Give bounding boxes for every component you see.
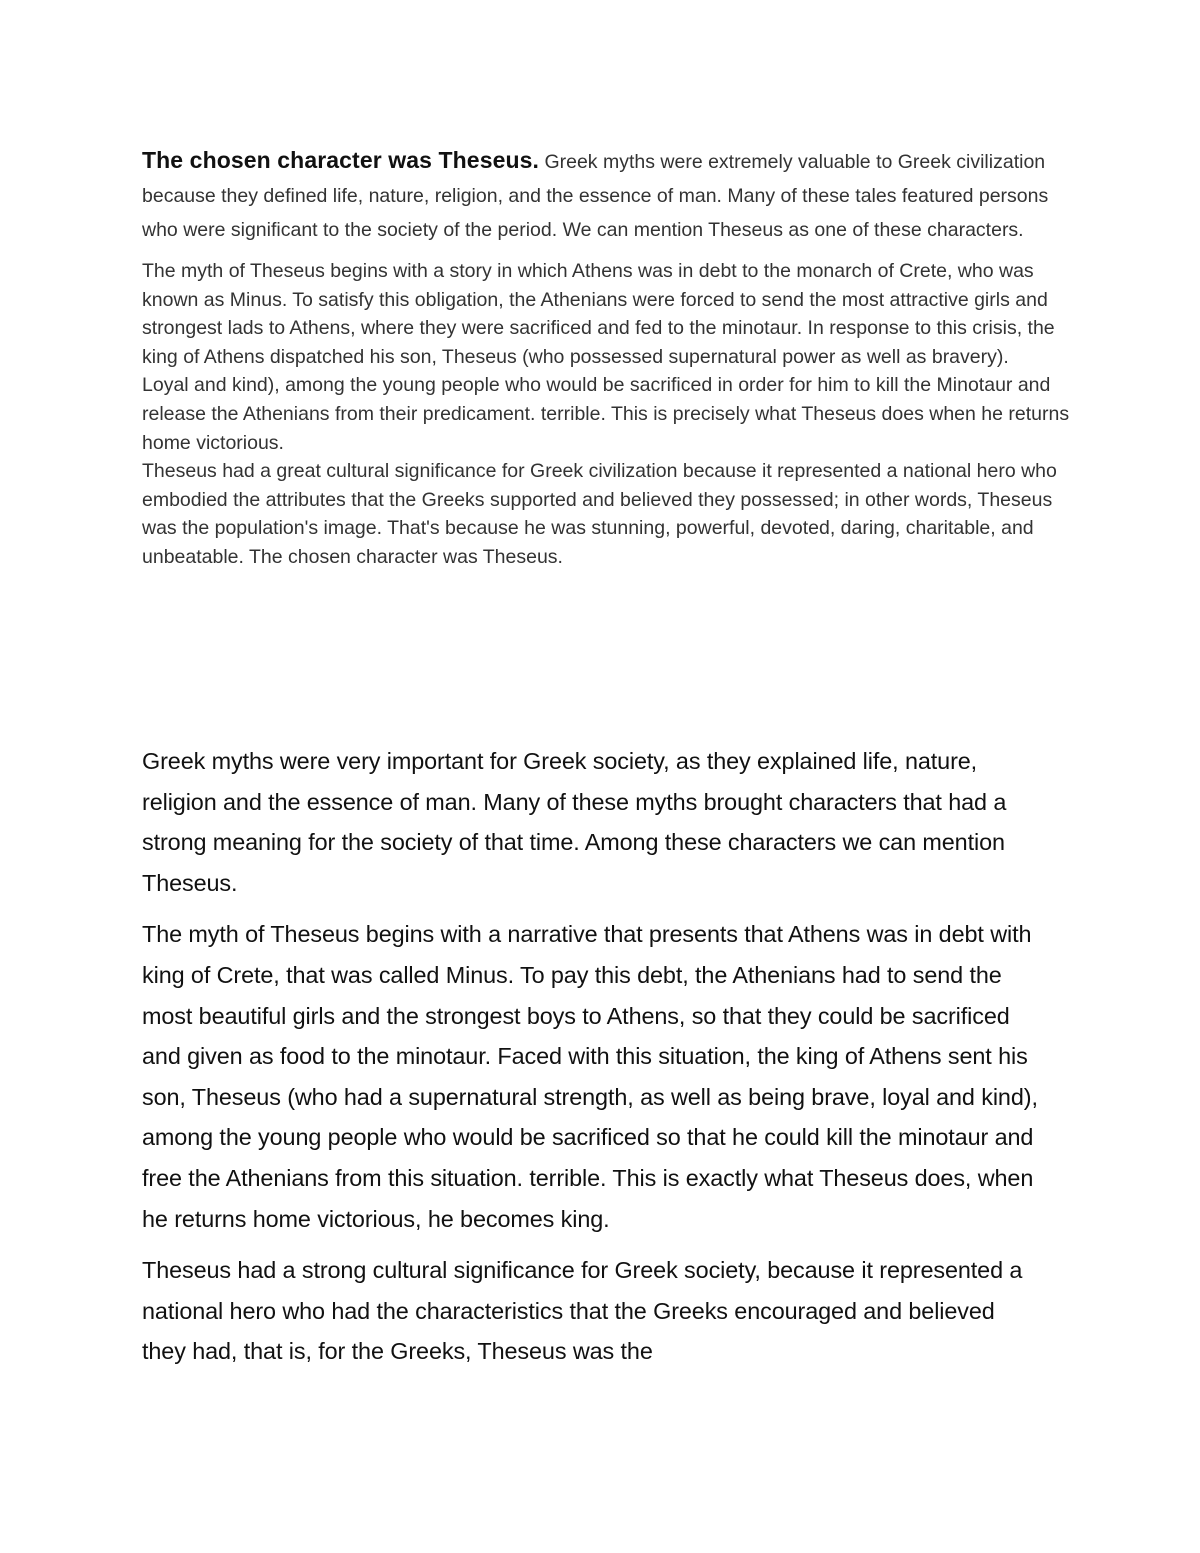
continuation-paragraph: Loyal and kind), among the young people who would be sacrificed in order for him to kill the Minotaur and release the Athenians from their predicament. terrible. This is precisely what Theseus does when he returns home victorious. xyxy=(142,374,1070,454)
intro-paragraph xyxy=(142,143,1072,247)
original-intro-paragraph: Greek myths were very important for Greek society, as they explained life, nature, religion and the essence of man. Many of these myths brought characters that had a strong meaning for the society of that time. Among these characters we can mention Theseus. xyxy=(142,748,1007,896)
intro-body-text: Greek myths were extremely valuable to Greek civilization because they defined life, nature, religion, and the essence of man. Many of these tales featured persons who were significant to the society of the period. We can mention Theseus as one of these characters. xyxy=(142,151,1049,241)
original-myth-paragraph: The myth of Theseus begins with a narrative that presents that Athens was in debt with king of Crete, that was called Minus. To pay this debt, the Athenians had to send the most beautiful girls and the strongest boys to Athens, so that they could be sacrificed and given as food to the minotaur. Faced with this situation, the king of Athens sent his son, Theseus (who had a supernatural strength, as well as being brave, loyal and kind), among the young people who would be sacrificed so that he could kill the minotaur and free the Athenians from this situation. terrible. This is exactly what Theseus does, when he returns home victorious, he becomes king. xyxy=(142,921,1038,1232)
intro-lead-sentence: The chosen character was Theseus. xyxy=(142,147,540,173)
rewritten-essay-section xyxy=(142,143,1072,572)
original-essay-section xyxy=(142,741,1042,1383)
original-significance-paragraph: Theseus had a strong cultural significance for Greek society, because it represented a national hero who had the characteristics that the Greeks encouraged and believed they had, that is, for the Greeks, Theseus was the xyxy=(142,1257,1023,1365)
myth-paragraph: The myth of Theseus begins with a story in which Athens was in debt to the monarch of Crete, who was known as Minus. To satisfy this obligation, the Athenians were forced to send the most attractive girls and strongest lads to Athens, where they were sacrificed and fed to the minotaur. In response to this crisis, the king of Athens dispatched his son, Theseus (who possessed supernatural power as well as bravery). xyxy=(142,260,1055,368)
significance-paragraph: Theseus had a great cultural significance for Greek civilization because it represented a national hero who embodied the attributes that the Greeks supported and believed they possessed; in other words, Theseus was the population's image. That's because he was stunning, powerful, devoted, daring, charitable, and unbeatable. The chosen character was Theseus. xyxy=(142,460,1057,568)
